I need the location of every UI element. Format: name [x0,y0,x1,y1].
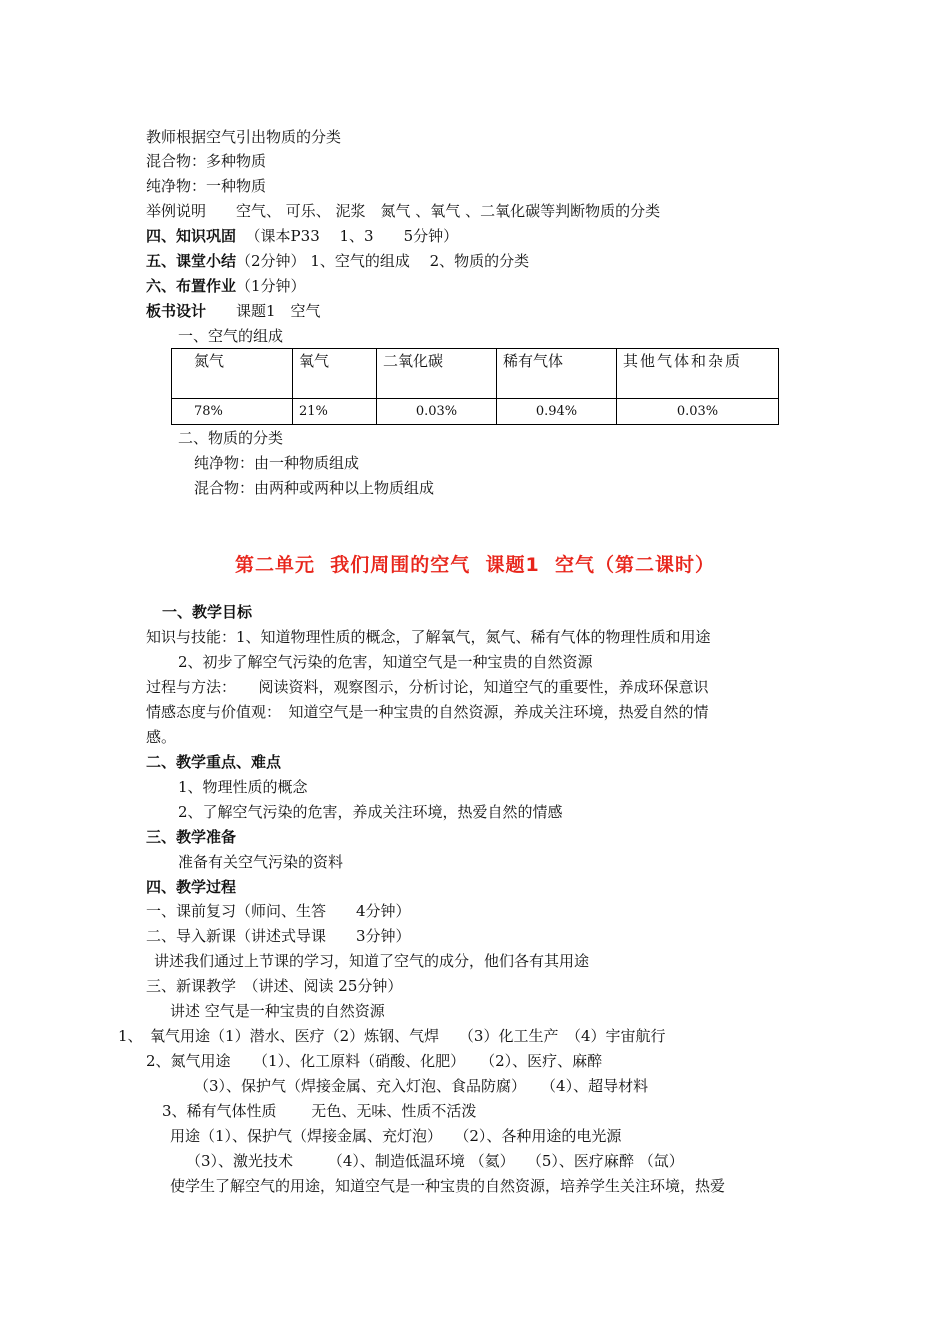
section-line [146,301,321,321]
table-cell: 21% [292,399,376,425]
text-line: 二、导入新课（讲述式导课 3分钟） [146,927,411,945]
lesson-title: 第二单元 我们周围的空气 课题1 空气（第二课时） [235,554,715,576]
text-line: 用途（1）、保护气（焊接金属、充灯泡） （2）、各种用途的电光源 [170,1127,622,1145]
table-row [172,399,779,425]
table-header-cell: 氮气 [172,349,293,399]
table-header-cell: 氧气 [292,349,376,399]
text-line: 教师根据空气引出物质的分类 [146,128,342,146]
section-text: 课题1 空气 [206,302,321,320]
table-cell: 0.03% [616,399,778,425]
section-heading: 二、教学重点、难点 [146,753,282,771]
table-cell: 0.03% [377,399,497,425]
text-line: 混合物：多种物质 [146,152,267,170]
section-text: （1分钟） [236,277,306,295]
table-header-cell: 其他气体和杂质 [616,349,778,399]
section-line [146,226,458,246]
section-heading: 板书设计 [146,302,207,320]
text-line: 知识与技能：1、知道物理性质的概念，了解氧气，氮气、稀有气体的物理性质和用途 [146,628,711,646]
table-cell: 0.94% [497,399,617,425]
text-line: 过程与方法： 阅读资料，观察图示，分析讨论，知道空气的重要性，养成环保意识 [146,678,709,696]
table-cell: 78% [172,399,293,425]
text-line: 3、稀有气体性质 无色、无味、性质不活泼 [162,1102,477,1120]
section-line [146,251,529,271]
table-header-cell: 二氧化碳 [377,349,497,399]
table-header-cell: 稀有气体 [497,349,617,399]
section-heading: 三、教学准备 [146,828,237,846]
text-line: （3）、保护气（焊接金属、充入灯泡、食品防腐） （4）、超导材料 [194,1077,649,1095]
text-line: 2、了解空气污染的危害，养成关注环境，热爱自然的情感 [178,803,563,821]
classification-title: 二、物质的分类 [178,429,284,447]
section-line [146,276,306,296]
text-line: 三、新课教学 （讲述、阅读 25分钟） [146,977,403,995]
text-line: 准备有关空气污染的资料 [178,853,344,871]
text-line: 纯净物：一种物质 [146,177,267,195]
text-line: 1、物理性质的概念 [178,778,308,796]
section-heading: 四、知识巩固 [146,227,237,245]
text-line: 讲述我们通过上节课的学习，知道了空气的成分，他们各有其用途 [154,952,590,970]
text-line: 一、课前复习（师问、生答 4分钟） [146,902,411,920]
text-line: 2、氮气用途 （1）、化工原料（硝酸、化肥） （2）、医疗、麻醉 [146,1052,603,1070]
text-line: 混合物：由两种或两种以上物质组成 [194,479,435,497]
text-line: 举例说明 空气、 可乐、 泥浆 氮气 、氧气 、二氧化碳等判断物质的分类 [146,202,661,220]
section-heading: 五、课堂小结 [146,252,237,270]
text-line: 情感态度与价值观： 知道空气是一种宝贵的自然资源，养成关注环境，热爱自然的情 [146,703,709,721]
air-composition-table [171,348,779,425]
text-line: 使学生了解空气的用途，知道空气是一种宝贵的自然资源，培养学生关注环境，热爱 [170,1177,726,1195]
table-row [172,349,779,399]
section-heading: 六、布置作业 [146,277,237,295]
composition-title: 一、空气的组成 [178,327,284,345]
section-heading: 四、教学过程 [146,878,237,896]
text-line: 2、初步了解空气污染的危害，知道空气是一种宝贵的自然资源 [178,653,593,671]
section-text: （2分钟） 1、空气的组成 2、物质的分类 [236,252,530,270]
text-line: 感。 [146,728,177,746]
section-heading: 一、教学目标 [162,603,253,621]
text-line: 讲述 空气是一种宝贵的自然资源 [170,1002,385,1020]
text-line: （3）、激光技术 （4）、制造低温环境 （氦） （5）、医疗麻醉 （氙） [186,1152,684,1170]
text-line: 1、 氧气用途（1）潜水、医疗（2）炼钢、气焊 （3）化工生产 （4）宇宙航行 [118,1027,666,1045]
text-line: 纯净物：由一种物质组成 [194,454,360,472]
section-text: （课本P33 1、3 5分钟） [236,227,459,245]
